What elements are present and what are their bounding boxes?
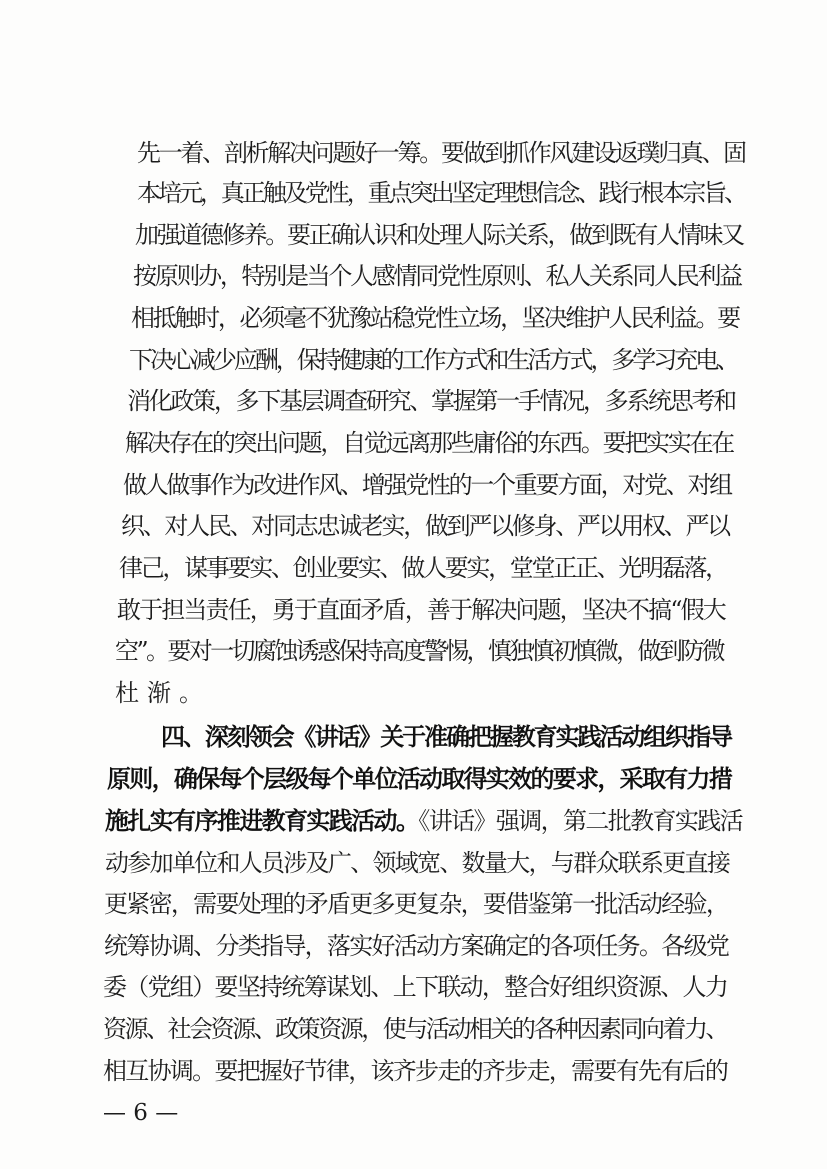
- body-line: 律己，谋事要实、创业要实、做人要实，堂堂正正、光明磊落，: [119, 554, 727, 582]
- body-line: 空”。要对一切腐蚀诱惑保持高度警惕，慎独慎初慎微，做到防微: [115, 637, 723, 665]
- body-line: 动参加单位和人员涉及广、领域宽、数量大，与群众联系更直接: [105, 849, 730, 877]
- section-heading-line: 四、深刻领会《讲话》关于准确把握教育实践活动组织指导: [161, 723, 731, 751]
- body-line: 统筹协调、分类指导，落实好活动方案确定的各项任务。各级党: [104, 932, 729, 960]
- body-line: 杜渐。: [115, 679, 211, 707]
- body-line: 更紧密，需要处理的矛盾更多更复杂，要借鉴第一批活动经验，: [104, 890, 729, 918]
- body-line: 按原则办，特别是当个人感情同党性原则、私人关系同人民利益: [133, 262, 741, 290]
- body-line: 相互协调。要把握好节律，该齐步走的齐步走，需要有先有后的: [103, 1057, 728, 1085]
- body-line: 消化政策，多下基层调查研究、掌握第一手情况，多系统思考和: [127, 387, 735, 415]
- section-heading-end: 施扎实有序推进教育实践活动。: [105, 807, 419, 835]
- body-line: 敢于担当责任，勇于直面矛盾，善于解决问题，坚决不搞“假大: [117, 596, 725, 624]
- body-line: 做人做事作为改进作风、增强党性的一个重要方面，对党、对组: [123, 471, 731, 499]
- mixed-body-line: [105, 806, 742, 836]
- body-line: 委（党组）要坚持统筹谋划、上下联动，整合好组织资源、人力: [103, 973, 728, 1001]
- page-number: — 6 —: [103, 1100, 179, 1126]
- body-line: 资源、社会资源、政策资源，使与活动相关的各种因素同向着力、: [103, 1015, 728, 1043]
- body-line: 相抵触时，必须毫不犹豫站稳党性立场，坚决维护人民利益。要: [131, 304, 739, 332]
- body-line: 织、对人民、对同志忠诚老实，做到严以修身、严以用权、严以: [121, 512, 729, 540]
- body-line: 下决心减少应酬，保持健康的工作方式和生活方式，多学习充电、: [129, 346, 738, 374]
- body-line: 本培元，真正触及党性，重点突出坚定理想信念、践行根本宗旨、: [137, 179, 746, 207]
- body-line-continuation: 《讲话》强调，第二批教育实践活: [418, 807, 743, 835]
- section-heading-line: 原则，确保每个层级每个单位活动取得实效的要求，采取有力措: [107, 765, 732, 793]
- body-line: 先一着、剖析解决问题好一筹。要做到抓作风建设返璞归真、固: [137, 139, 745, 167]
- body-line: 加强道德修养。要正确认识和处理人际关系，做到既有人情味又: [135, 221, 743, 249]
- body-line: 解决存在的突出问题，自觉远离那些庸俗的东西。要把实实在在: [125, 429, 733, 457]
